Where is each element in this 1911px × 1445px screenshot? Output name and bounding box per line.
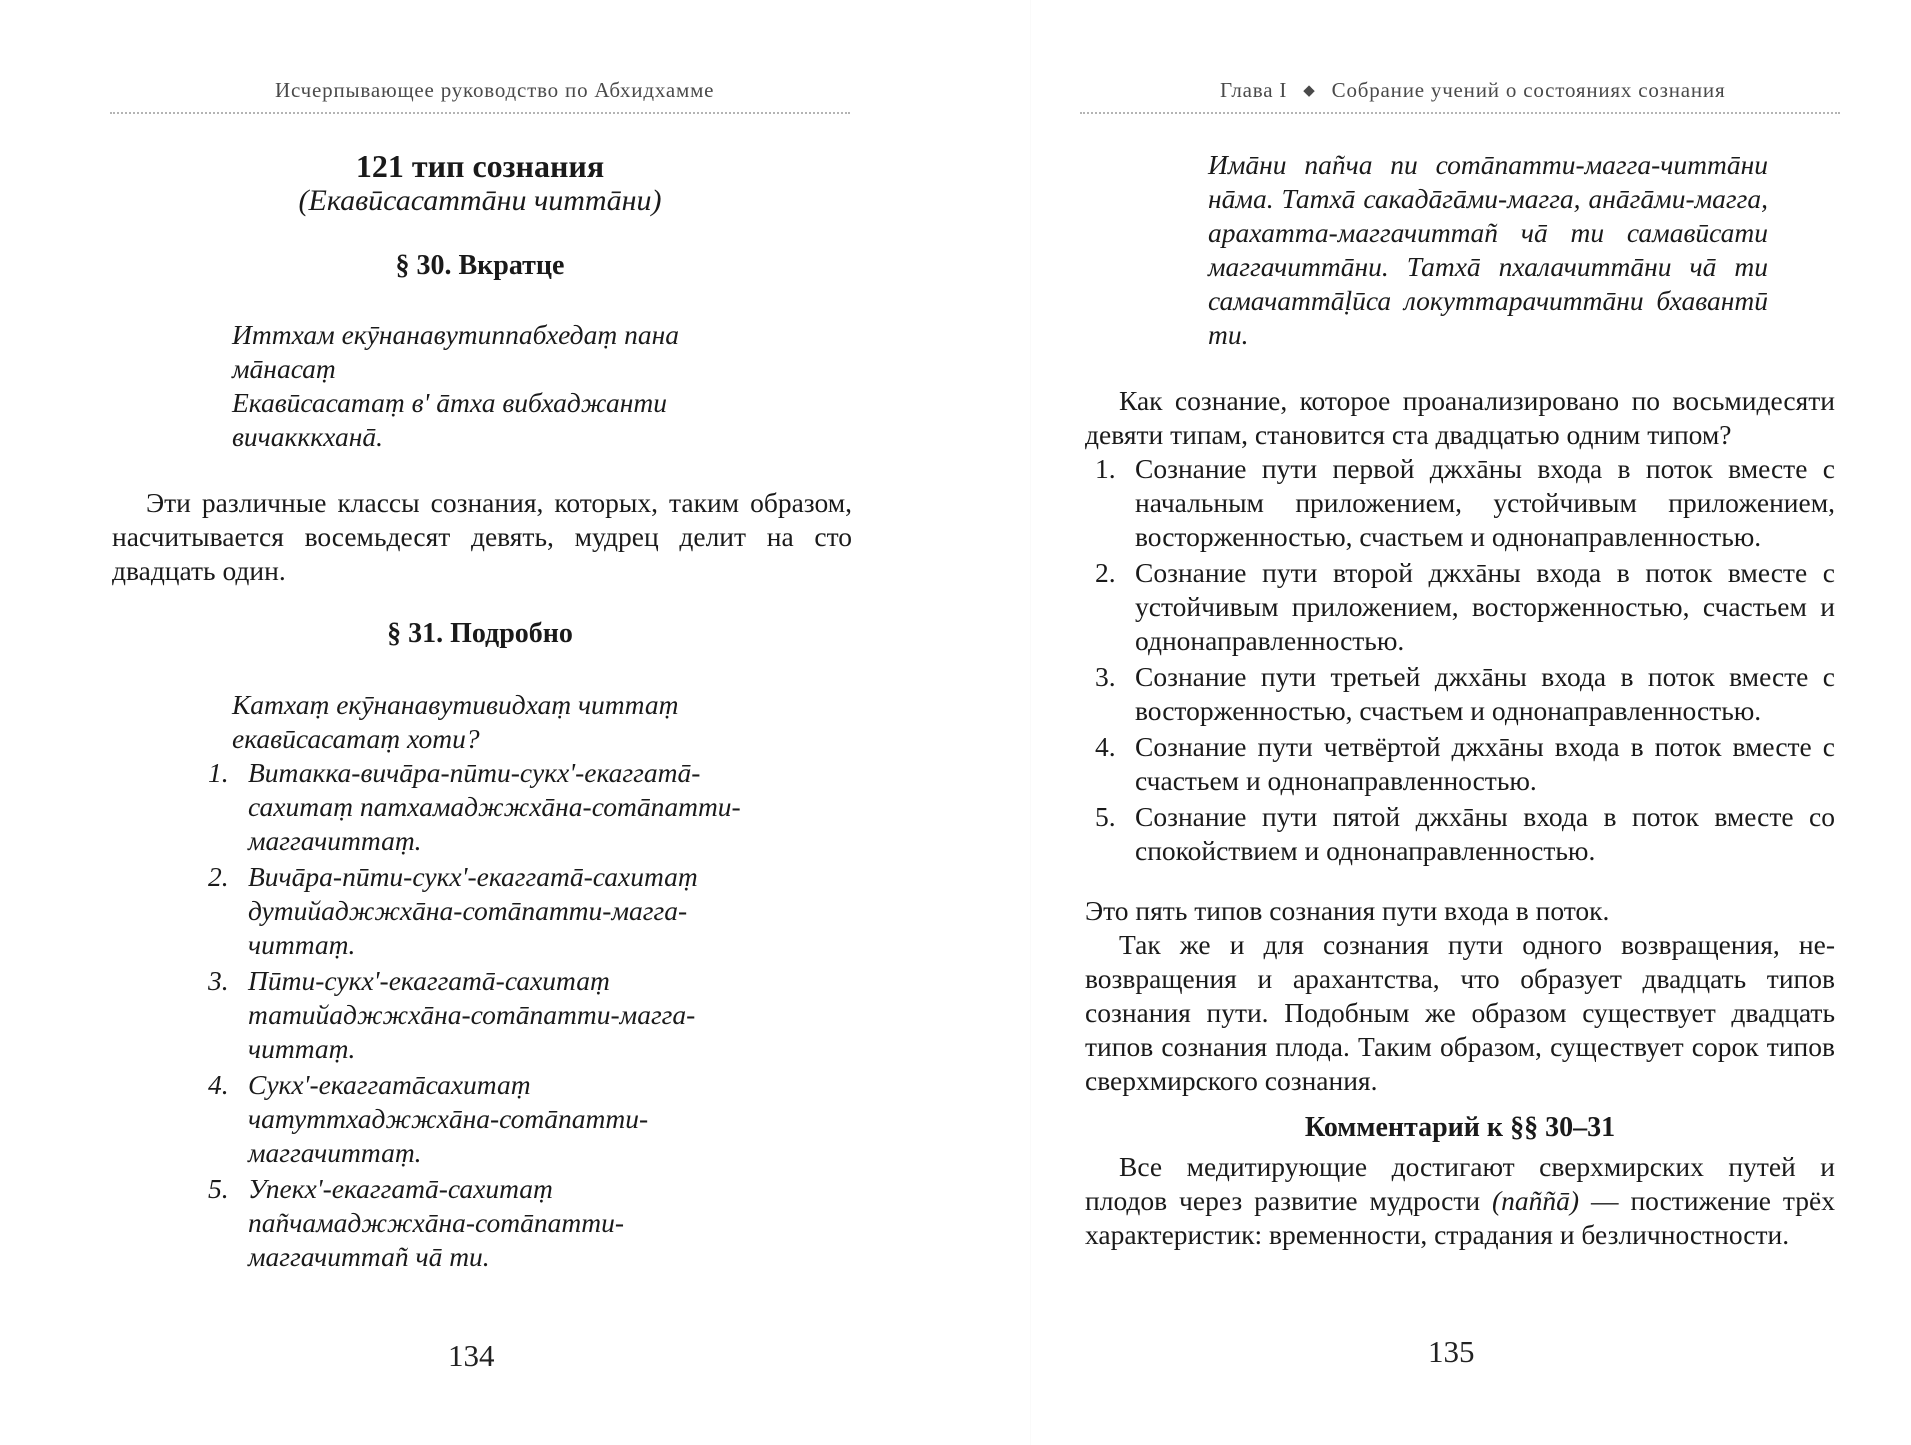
- spine-gutter: [1030, 0, 1031, 1445]
- page-title: 121 тип сознания: [355, 148, 605, 184]
- running-head: [1220, 78, 1725, 103]
- section-30-paragraph: Эти различные классы сознания, которых, таким образом, насчитывается восемьдесят девять, мудрец делит на сто двадцать один.: [112, 487, 852, 586]
- types-list: [1085, 452, 1835, 870]
- pali-list: [198, 756, 752, 1274]
- section-30-verse: [232, 318, 752, 454]
- section-31-body: [208, 688, 752, 1276]
- pali-paragraph: Имāни пañча пи сотāпатти-магга-читтāни нāма. Татхā сакадāгāми-магга, анāгāми-магга, арахатта-маггачиттañ чā ти самавӣсати маггачиттāни. Татхā пхалачиттāни чā ти самачаттāḷӣса локуттарачиттāни бхавантӣ ти.: [1208, 149, 1768, 350]
- header-rule: [110, 112, 850, 114]
- list-item: 5. Упекх'-екаггатā-сахитаṃ пañчамаджжхāна-сотāпатти-маггачиттаñ чā ти.: [208, 1173, 625, 1272]
- page-subtitle: (Екавӣсасаттāни читтāни): [298, 184, 662, 217]
- section-31-heading: § 31. Подробно: [387, 618, 573, 649]
- list-item: 2. Вичāра-пӣти-сукх'-екаггатā-сахитаṃ дутийаджжхāна-сотāпатти-магга-читтаṃ.: [208, 861, 698, 960]
- commentary-paragraph: Все медитирующие достигают сверхмирских путей и плодов через развитие мудрости (пaññā) — постижение трёх характеристик: временности, страдания и безличностности.: [1085, 1151, 1835, 1250]
- list-item: 3. Сознание пути третьей джхāны входа в поток вместе с восторженностью, счастьем и однонаправленностью.: [1095, 661, 1835, 726]
- list-item: 4. Сукх'-екаггатāсахитаṃ чатуттхаджжхāна-сотāпатти-маггачиттаṃ.: [208, 1069, 649, 1168]
- verse-line: Екавӣсасатаṃ в' āтха вибхаджанти вичакккханā.: [232, 387, 668, 452]
- section-30-heading: § 30. Вкратце: [395, 250, 565, 281]
- question-paragraph: Как сознание, которое проанализировано по восьмидесяти девяти типам, становится ста двадцатью одним типом?: [1085, 385, 1835, 450]
- summary-line: Это пять типов сознания пути входа в поток.: [1085, 895, 1610, 926]
- section-31-intro: Катхаṃ екӯнанавутивидхаṃ читтаṃ екавӣсасатаṃ хоти?: [232, 689, 679, 754]
- list-item: 4. Сознание пути четвёртой джхāны входа в поток вместе с счастьем и однонаправленностью.: [1095, 731, 1835, 796]
- page-number: 134: [448, 1338, 495, 1373]
- list-item: 1. Сознание пути первой джхāны входа в поток вместе с начальным приложением, устойчивым приложением, восторженностью, счастьем и однонаправленностью.: [1095, 453, 1835, 552]
- list-item: 3. Пӣти-сукх'-екаггатā-сахитаṃ татийаджжхāна-сотāпатти-магга-читтаṃ.: [208, 965, 696, 1064]
- paragraph-2: Так же и для сознания пути одного возвращения, не-возвращения и арахантства, что образует двадцать типов сознания пути. Подобным же образом существует двадцать типов сознания плода. Таким образом, существует сорок типов сверхмирского сознания.: [1085, 929, 1835, 1096]
- chapter-label: Глава I: [1220, 78, 1288, 102]
- verse-line: Иттхам екӯнанавутиппабхедаṃ пана мāнасаṃ: [232, 319, 679, 384]
- header-rule: [1080, 112, 1840, 114]
- page-number: 135: [1428, 1334, 1475, 1369]
- list-item: 2. Сознание пути второй джхāны входа в поток вместе с устойчивым приложением, восторженностью, счастьем и однонаправленностью.: [1095, 557, 1835, 656]
- list-item: 1. Витакка-вичāра-пӣти-сукх'-екаггатā-сахитаṃ патхамаджжхāна-сотāпатти-маггачиттаṃ.: [208, 757, 741, 856]
- commentary-heading: Комментарий к §§ 30–31: [1304, 1112, 1616, 1143]
- chapter-title: Собрание учений о состояниях сознания: [1331, 78, 1726, 102]
- pali-term: (пaññā): [1492, 1185, 1580, 1216]
- running-head: Исчерпывающее руководство по Абхидхамме: [275, 78, 715, 102]
- diamond-icon: ◆: [1303, 83, 1316, 99]
- list-item: 5. Сознание пути пятой джхāны входа в поток вместе со спокойствием и однонаправленностью.: [1095, 801, 1835, 866]
- right-page: [1060, 0, 1911, 1445]
- left-page: [0, 0, 955, 1445]
